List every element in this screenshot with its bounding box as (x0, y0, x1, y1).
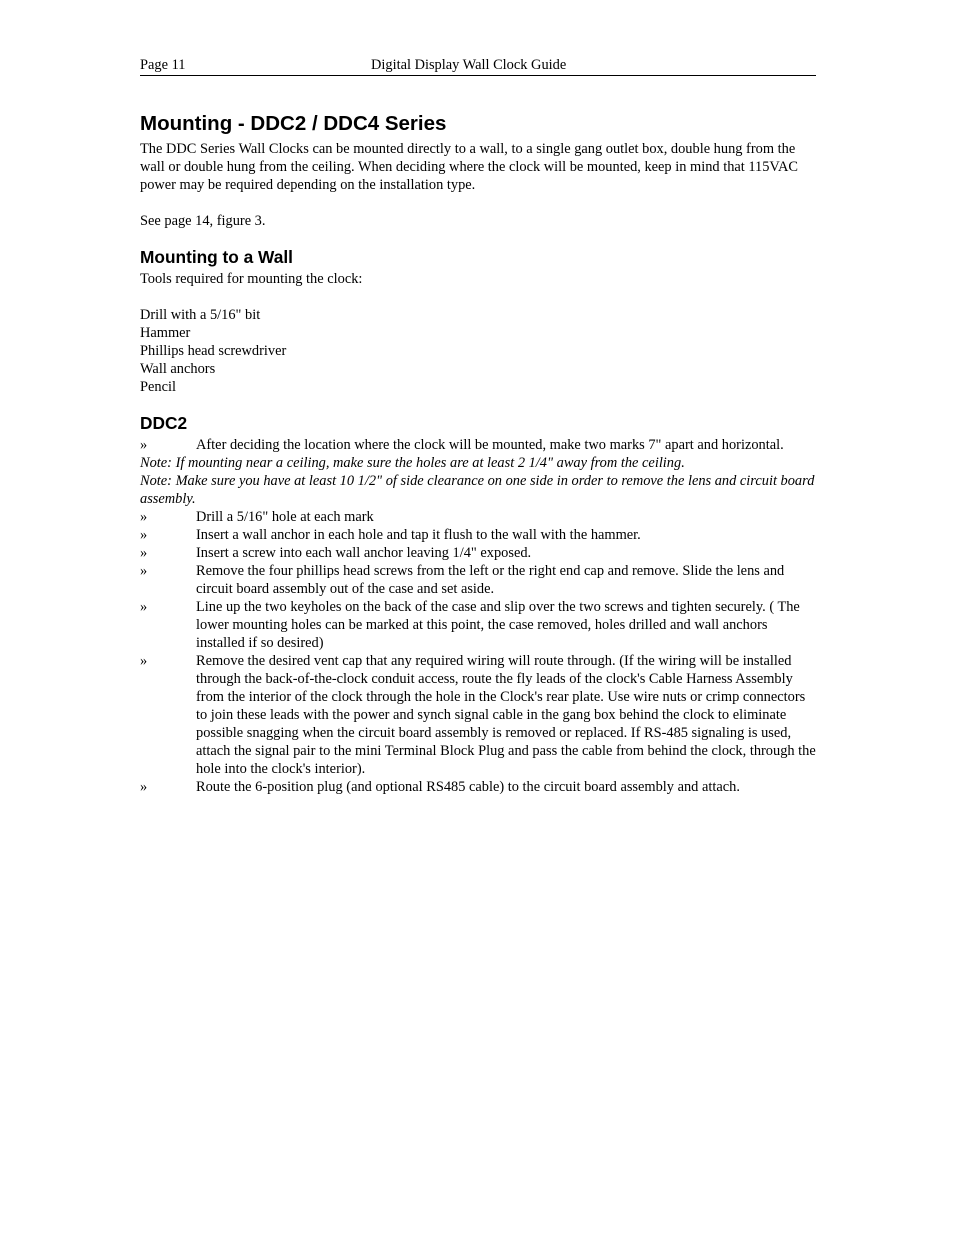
step-text: Remove the desired vent cap that any required wiring will route through. (If the wiring will be installed through the back-of-the-clock conduit access, route the fly leads of the clock's Cable Harness Assembly from the interior of the clock through the hole in the Clock's rear plate. Use wire nuts or crimp connectors to join these leads with the power and synch signal cable in the gang box behind the clock to eliminate possible snagging when the circuit board assembly is removed or replaced. If RS-485 signaling is used, attach the signal pair to the mini Terminal Block Plug and pass the cable from behind the clock, through the hole into the clock's interior). (196, 653, 816, 777)
step-text: Remove the four phillips head screws from the left or the right end cap and remove. Slide the lens and circuit board assembly out of the case and set aside. (196, 563, 785, 597)
main-content (140, 112, 816, 796)
section-title: Mounting - DDC2 / DDC4 Series (140, 112, 447, 135)
tool-item: Phillips head screwdriver (140, 343, 287, 359)
step-text: Route the 6-position plug (and optional RS485 cable) to the circuit board assembly and attach. (196, 779, 740, 795)
step-text: Insert a wall anchor in each hole and tap it flush to the wall with the hammer. (196, 527, 641, 543)
bullet-marker: » (140, 509, 148, 525)
step-item (140, 652, 816, 778)
step-item (140, 526, 816, 544)
tool-item: Hammer (140, 325, 191, 341)
bullet-marker: » (140, 545, 148, 561)
intro-paragraph: The DDC Series Wall Clocks can be mounted directly to a wall, to a single gang outlet box, double hung from the wall or double hung from the ceiling. When deciding where the clock will be mounted, keep in mind that 115VAC power may be required depending on the installation type. (140, 141, 798, 193)
tools-intro: Tools required for mounting the clock: (140, 271, 363, 287)
step-item (140, 562, 816, 598)
clearance-note: Note: Make sure you have at least 10 1/2" of side clearance on one side in order to remove the lens and circuit board assembly. (140, 473, 815, 507)
tool-item: Drill with a 5/16" bit (140, 307, 261, 323)
tools-list (140, 306, 816, 396)
ceiling-note: Note: If mounting near a ceiling, make sure the holes are at least 2 1/4" away from the ceiling. (140, 455, 685, 471)
ddc2-title: DDC2 (140, 413, 188, 433)
step-text: After deciding the location where the clock will be mounted, make two marks 7" apart and horizontal. (196, 437, 784, 453)
document-title: Digital Display Wall Clock Guide (371, 57, 567, 73)
step-item (140, 508, 816, 526)
see-page-reference: See page 14, figure 3. (140, 213, 266, 229)
bullet-marker: » (140, 563, 148, 579)
wall-mounting-title: Mounting to a Wall (140, 247, 293, 267)
step-text: Line up the two keyholes on the back of the case and slip over the two screws and tighten securely. ( The lower mounting holes can be marked at this point, the case removed, holes drilled and wall anchors installed if so desired) (196, 599, 800, 651)
step-item (140, 778, 816, 796)
bullet-marker: » (140, 779, 148, 795)
step-item (140, 598, 816, 652)
bullet-marker: » (140, 437, 148, 453)
bullet-marker: » (140, 599, 148, 615)
bullet-marker: » (140, 527, 148, 543)
step-text: Drill a 5/16" hole at each mark (196, 509, 374, 525)
bullet-marker: » (140, 653, 148, 669)
step-item (140, 436, 816, 454)
step-item (140, 544, 816, 562)
step-text: Insert a screw into each wall anchor leaving 1/4" exposed. (196, 545, 532, 561)
page-number: Page 11 (140, 57, 186, 73)
page-header (140, 56, 816, 76)
tool-item: Wall anchors (140, 361, 216, 377)
tool-item: Pencil (140, 379, 176, 395)
